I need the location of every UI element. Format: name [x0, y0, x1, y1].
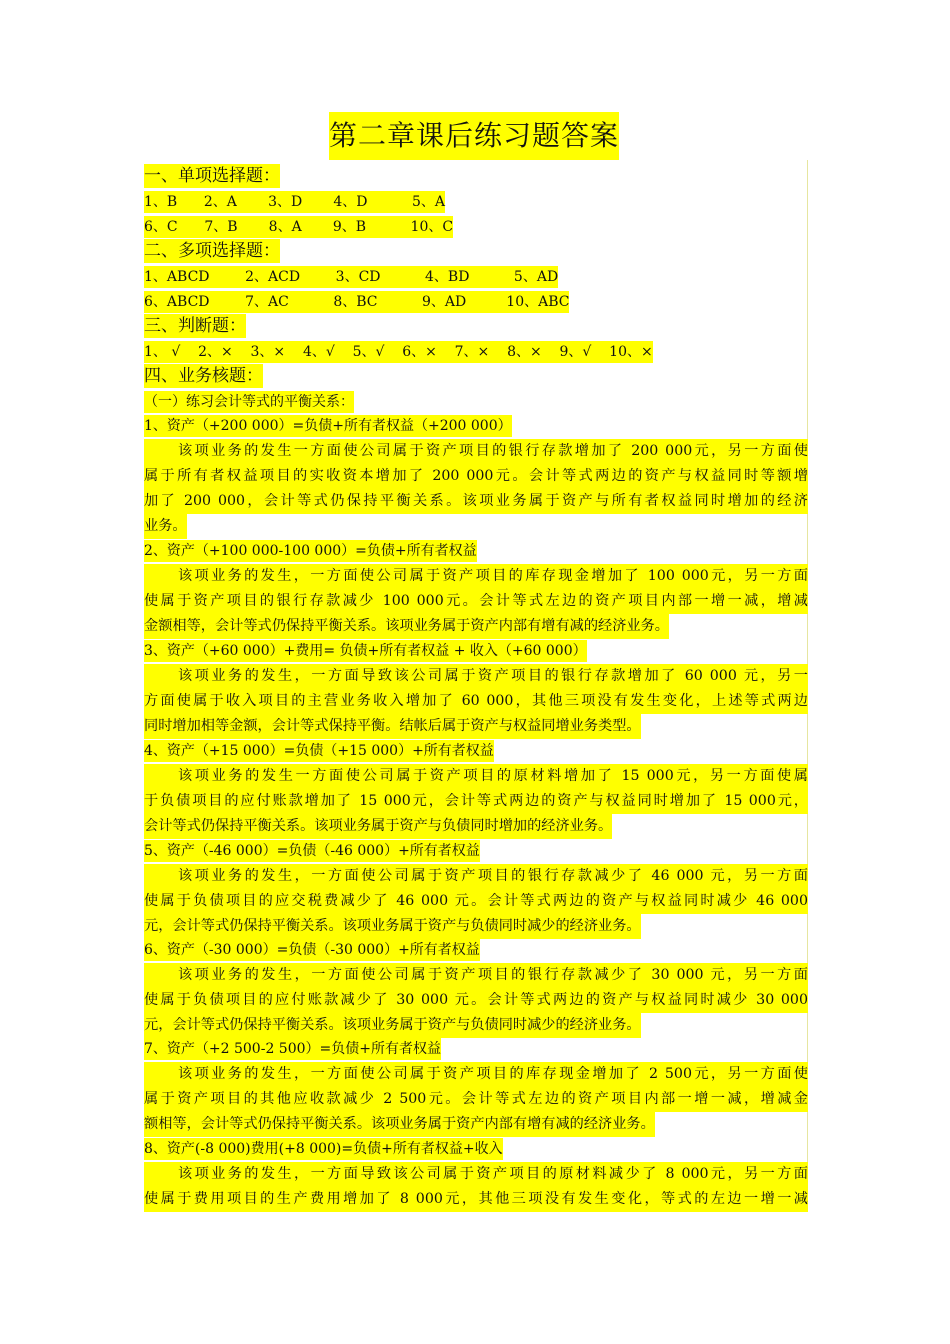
paragraph-line: 使属于资产项目的银行存款减少 100 000元。会计等式左边的资产项目内部一增一减，增减 — [144, 589, 808, 614]
paragraph-line: 该项业务的发生，一方面使公司属于资产项目的库存现金增加了 100 000元，另一方面 — [144, 564, 808, 589]
paragraph-line: 该项业务的发生，一方面导致该公司属于资产项目的银行存款增加了 60 000 元，另一 — [144, 664, 808, 689]
explanation-paragraph — [144, 764, 808, 839]
paragraph-line: 使属于负债项目的应交税费减少了 46 000 元。会计等式两边的资产与权益同时减少 46 000 — [144, 889, 808, 914]
paragraph-line: 金额相等，会计等式仍保持平衡关系。该项业务属于资产内部有增有减的经济业务。 — [144, 614, 669, 639]
equation-line: 1、资产（+200 000）=负债+所有者权益（+200 000） — [144, 415, 512, 437]
subsection-heading: （一）练习会计等式的平衡关系： — [144, 391, 354, 413]
paragraph-line: 元，会计等式仍保持平衡关系。该项业务属于资产与负债同时减少的经济业务。 — [144, 1013, 641, 1038]
answers-row: 6、ABCD 7、AC 8、BC 9、AD 10、ABC — [144, 291, 569, 313]
section-heading-true-false: 三、判断题： — [144, 316, 246, 336]
paragraph-line: 额相等，会计等式仍保持平衡关系。该项业务属于资产内部有增有减的经济业务。 — [144, 1112, 655, 1137]
equation-line: 6、资产（-30 000）=负债（-30 000）+所有者权益 — [144, 939, 480, 961]
section-heading-multiple-choice: 二、多项选择题： — [144, 241, 280, 261]
paragraph-line: 该项业务的发生，一方面使公司属于资产项目的银行存款减少了 30 000 元，另一方面 — [144, 963, 808, 988]
paragraph-line: 该项业务的发生，一方面使公司属于资产项目的银行存款减少了 46 000 元，另一方面 — [144, 864, 808, 889]
paragraph-line: 该项业务的发生，一方面导致该公司属于资产项目的原材料减少了 8 000元，另一方面 — [144, 1162, 808, 1187]
equation-line: 2、资产（+100 000-100 000）=负债+所有者权益 — [144, 540, 477, 562]
paragraph-line: 同时增加相等金额，会计等式保持平衡。结帐后属于资产与权益同增业务类型。 — [144, 714, 641, 739]
equation-line: 3、资产（+60 000）+费用= 负债+所有者权益 + 收入（+60 000） — [144, 640, 587, 662]
answers-row: 1、ABCD 2、ACD 3、CD 4、BD 5、AD — [144, 266, 558, 288]
explanation-paragraph — [144, 664, 808, 739]
section-heading-single-choice: 一、单项选择题： — [144, 166, 280, 186]
explanation-paragraph — [144, 1062, 808, 1137]
paragraph-line: 业务。 — [144, 514, 187, 539]
equation-line: 4、资产（+15 000）=负债（+15 000）+所有者权益 — [144, 740, 494, 762]
explanation-paragraph — [144, 564, 808, 639]
answers-row: 6、C 7、B 8、A 9、B 10、C — [144, 216, 453, 238]
explanation-paragraph — [144, 439, 808, 539]
paragraph-line: 使属于费用项目的生产费用增加了 8 000元，其他三项没有发生变化，等式的左边一增一减 — [144, 1187, 808, 1212]
paragraph-line: 加了 200 000，会计等式仍保持平衡关系。该项业务属于资产与所有者权益同时增加的经济 — [144, 489, 808, 514]
section-heading-business: 四、业务核题： — [144, 366, 263, 386]
explanation-paragraph — [144, 1162, 808, 1212]
paragraph-line: 该项业务的发生，一方面使公司属于资产项目的库存现金增加了 2 500元，另一方面使 — [144, 1062, 808, 1087]
paragraph-line: 会计等式仍保持平衡关系。该项业务属于资产与负债同时增加的经济业务。 — [144, 814, 612, 839]
equation-line: 8、资产(-8 000)费用(+8 000)=负债+所有者权益+收入 — [144, 1138, 503, 1160]
paragraph-line: 方面使属于收入项目的主营业务收入增加了 60 000，其他三项没有发生变化，上述等式两边 — [144, 689, 808, 714]
paragraph-line: 属于所有者权益项目的实收资本增加了 200 000元。会计等式两边的资产与权益同时等额增 — [144, 464, 808, 489]
explanation-paragraph — [144, 864, 808, 939]
answers-row: 1、B 2、A 3、D 4、D 5、A — [144, 191, 445, 213]
paragraph-line: 使属于负债项目的应付账款减少了 30 000 元。会计等式两边的资产与权益同时减少 30 000 — [144, 988, 808, 1013]
explanation-paragraph — [144, 963, 808, 1038]
equation-line: 7、资产（+2 500-2 500）=负债+所有者权益 — [144, 1038, 441, 1060]
paragraph-line: 该项业务的发生一方面使公司属于资产项目的银行存款增加了 200 000元，另一方面使 — [144, 439, 808, 464]
answers-row: 1、 √ 2、× 3、× 4、√ 5、√ 6、× 7、× 8、× 9、√ 10、× — [144, 341, 653, 363]
equation-line: 5、资产（-46 000）=负债（-46 000）+所有者权益 — [144, 840, 480, 862]
paragraph-line: 元，会计等式仍保持平衡关系。该项业务属于资产与负债同时减少的经济业务。 — [144, 914, 641, 939]
paragraph-line: 于负债项目的应付账款增加了 15 000元，会计等式两边的资产与权益同时增加了 15 000元， — [144, 789, 808, 814]
page-title: 第二章课后练习题答案 — [329, 112, 619, 160]
paragraph-line: 属于资产项目的其他应收款减少 2 500元。会计等式左边的资产项目内部一增一减，增减金 — [144, 1087, 808, 1112]
paragraph-line: 该项业务的发生一方面使公司属于资产项目的原材料增加了 15 000元，另一方面使属 — [144, 764, 808, 789]
